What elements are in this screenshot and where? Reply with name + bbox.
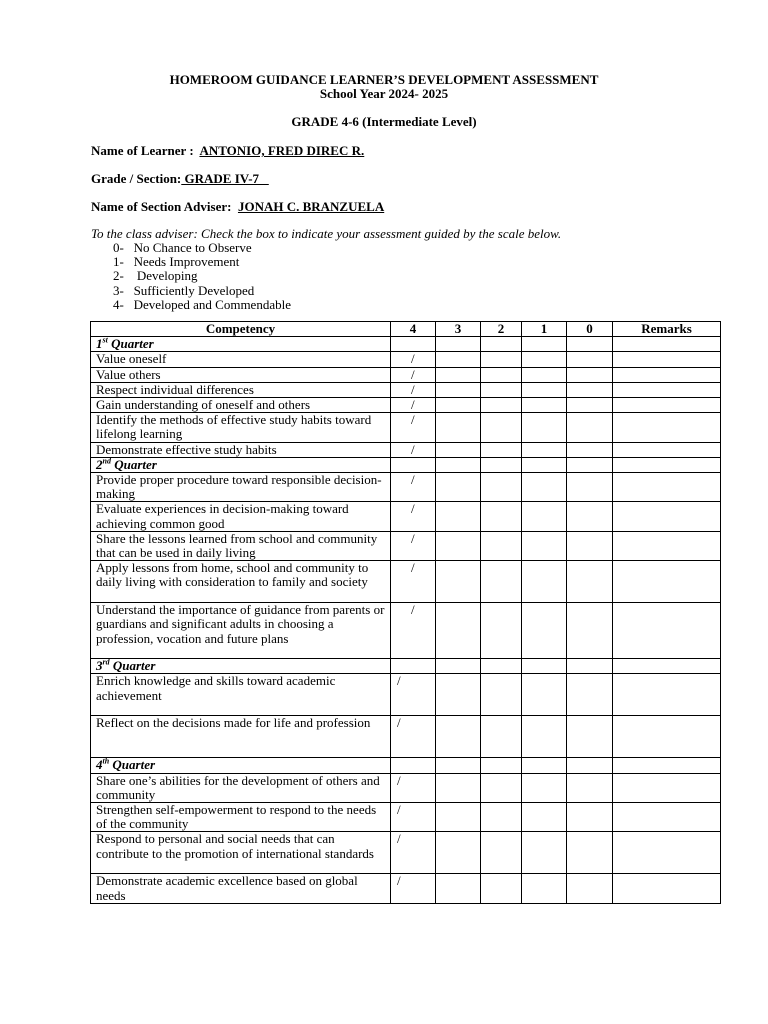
rating-4-cell[interactable]: / [391,382,436,397]
competency-cell: Reflect on the decisions made for life and profession [91,716,391,758]
table-row [91,803,721,832]
rating-2-cell[interactable] [481,773,522,802]
learner-name-label: Name of Learner : [91,143,194,158]
rating-2-cell[interactable] [481,603,522,659]
rating-4-cell[interactable]: / [391,531,436,560]
header-0: 0 [567,322,613,337]
rating-4-cell[interactable]: / [391,803,436,832]
header-3: 3 [436,322,481,337]
rating-0-cell[interactable] [567,367,613,382]
rating-2-cell[interactable] [481,561,522,603]
table-row [91,531,721,560]
table-header-row [91,322,721,337]
rating-3-cell[interactable] [436,716,481,758]
rating-1-cell[interactable] [522,716,567,758]
school-year: School Year 2024- 2025 [319,86,449,101]
rating-1-cell[interactable] [522,367,567,382]
title-line-1: HOMEROOM GUIDANCE LEARNER’S DEVELOPMENT ASSESSMENT [169,72,599,87]
rating-2-cell[interactable] [481,473,522,502]
adviser-value: JONAH C. BRANZUELA [237,199,385,214]
rating-3-cell[interactable] [436,398,481,413]
header-competency: Competency [91,322,391,337]
competency-cell: Share the lessons learned from school and community that can be used in daily living [91,531,391,560]
rating-1-cell[interactable] [522,442,567,457]
rating-3-cell[interactable] [436,803,481,832]
scale-item: 1- Needs Improvement [113,254,240,270]
rating-2-cell[interactable] [481,382,522,397]
quarter-row [91,758,721,773]
rating-0-cell[interactable] [567,716,613,758]
table-row [91,398,721,413]
table-row [91,502,721,531]
quarter-row [91,337,721,352]
rating-1-cell[interactable] [522,413,567,442]
competency-cell: Respond to personal and social needs that can contribute to the promotion of international standards [91,832,391,874]
rating-4-cell[interactable]: / [391,832,436,874]
document-title [0,73,768,101]
rating-3-cell[interactable] [436,832,481,874]
remarks-cell[interactable] [613,832,721,874]
rating-1-cell[interactable] [522,874,567,903]
grade-section-line [91,172,269,186]
rating-2-cell[interactable] [481,832,522,874]
remarks-cell[interactable] [613,413,721,442]
rating-4-cell[interactable]: / [391,561,436,603]
competency-cell: Strengthen self-empowerment to respond to the needs of the community [91,803,391,832]
rating-0-cell[interactable] [567,803,613,832]
header-2: 2 [481,322,522,337]
rating-0-cell[interactable] [567,531,613,560]
rating-2-cell[interactable] [481,502,522,531]
rating-4-cell[interactable]: / [391,442,436,457]
competency-cell: Enrich knowledge and skills toward academic achievement [91,674,391,716]
rating-1-cell[interactable] [522,561,567,603]
rating-4-cell[interactable]: / [391,352,436,367]
table-row [91,367,721,382]
rating-4-cell[interactable]: / [391,502,436,531]
scale-item: 2- Developing [113,268,198,284]
competency-cell: Identify the methods of effective study habits toward lifelong learning [91,413,391,442]
rating-3-cell[interactable] [436,502,481,531]
quarter-label: 1st Quarter [91,337,391,352]
rating-2-cell[interactable] [481,531,522,560]
rating-2-cell[interactable] [481,398,522,413]
grade-section-value: GRADE IV-7 [181,171,269,186]
table-row [91,874,721,903]
learner-name-value: ANTONIO, FRED DIREC R. [199,143,365,158]
remarks-cell[interactable] [613,502,721,531]
remarks-cell[interactable] [613,603,721,659]
header-1: 1 [522,322,567,337]
grade-level-heading: GRADE 4-6 (Intermediate Level) [291,114,477,129]
rating-1-cell[interactable] [522,531,567,560]
scale-item: 0- No Chance to Observe [113,240,252,255]
table-row [91,413,721,442]
rating-2-cell[interactable] [481,352,522,367]
rating-0-cell[interactable] [567,832,613,874]
adviser-line [91,200,384,214]
remarks-cell[interactable] [613,367,721,382]
competency-cell: Demonstrate academic excellence based on global needs [91,874,391,903]
rating-1-cell[interactable] [522,398,567,413]
remarks-cell[interactable] [613,442,721,457]
remarks-cell[interactable] [613,773,721,802]
rating-3-cell[interactable] [436,674,481,716]
remarks-cell[interactable] [613,561,721,603]
remarks-cell[interactable] [613,352,721,367]
remarks-cell[interactable] [613,803,721,832]
rating-0-cell[interactable] [567,352,613,367]
remarks-cell[interactable] [613,473,721,502]
competency-cell: Value others [91,367,391,382]
competency-cell: Share one’s abilities for the development of others and community [91,773,391,802]
quarter-row [91,659,721,674]
table-row [91,473,721,502]
remarks-cell[interactable] [613,716,721,758]
remarks-cell[interactable] [613,398,721,413]
quarter-row [91,457,721,472]
header-4: 4 [391,322,436,337]
competency-cell: Understand the importance of guidance from parents or guardians and significant adults in choosing a profession, vocation and future plans [91,603,391,659]
quarter-label: 2nd Quarter [91,457,391,472]
competency-cell: Apply lessons from home, school and community to daily living with consideration to family and society [91,561,391,603]
rating-2-cell[interactable] [481,874,522,903]
learner-name-line [91,144,364,158]
remarks-cell[interactable] [613,674,721,716]
rating-3-cell[interactable] [436,382,481,397]
rating-0-cell[interactable] [567,561,613,603]
competency-cell: Provide proper procedure toward responsible decision-making [91,473,391,502]
rating-3-cell[interactable] [436,442,481,457]
remarks-cell[interactable] [613,874,721,903]
rating-4-cell[interactable]: / [391,367,436,382]
remarks-cell[interactable] [613,382,721,397]
rating-3-cell[interactable] [436,531,481,560]
rating-4-cell[interactable]: / [391,398,436,413]
rating-2-cell[interactable] [481,367,522,382]
rating-4-cell[interactable]: / [391,413,436,442]
rating-1-cell[interactable] [522,473,567,502]
rating-0-cell[interactable] [567,874,613,903]
rating-0-cell[interactable] [567,413,613,442]
rating-0-cell[interactable] [567,473,613,502]
rating-1-cell[interactable] [522,352,567,367]
competency-table [90,321,721,904]
rating-0-cell[interactable] [567,502,613,531]
table-row [91,773,721,802]
rating-3-cell[interactable] [436,413,481,442]
header-remarks: Remarks [613,322,721,337]
rating-3-cell[interactable] [436,603,481,659]
rating-3-cell[interactable] [436,773,481,802]
rating-0-cell[interactable] [567,398,613,413]
rating-3-cell[interactable] [436,874,481,903]
rating-3-cell[interactable] [436,473,481,502]
rating-2-cell[interactable] [481,716,522,758]
remarks-cell[interactable] [613,531,721,560]
table-row [91,603,721,659]
rating-1-cell[interactable] [522,773,567,802]
rating-0-cell[interactable] [567,674,613,716]
rating-4-cell[interactable]: / [391,773,436,802]
rating-3-cell[interactable] [436,561,481,603]
table-row [91,716,721,758]
competency-cell: Respect individual differences [91,382,391,397]
quarter-label: 4th Quarter [91,758,391,773]
rating-4-cell[interactable]: / [391,473,436,502]
rating-3-cell[interactable] [436,367,481,382]
table-row [91,382,721,397]
instructions: To the class adviser: Check the box to indicate your assessment guided by the scale below. [91,226,562,241]
rating-2-cell[interactable] [481,803,522,832]
rating-3-cell[interactable] [436,352,481,367]
table-row [91,832,721,874]
rating-0-cell[interactable] [567,603,613,659]
rating-0-cell[interactable] [567,442,613,457]
rating-1-cell[interactable] [522,382,567,397]
competency-cell: Demonstrate effective study habits [91,442,391,457]
competency-cell: Gain understanding of oneself and others [91,398,391,413]
adviser-label: Name of Section Adviser: [91,199,232,214]
table-row [91,561,721,603]
competency-cell: Evaluate experiences in decision-making toward achieving common good [91,502,391,531]
grade-section-label: Grade / Section: [91,171,182,186]
rating-1-cell[interactable] [522,502,567,531]
rating-2-cell[interactable] [481,674,522,716]
rating-1-cell[interactable] [522,832,567,874]
rating-1-cell[interactable] [522,803,567,832]
rating-4-cell[interactable]: / [391,603,436,659]
rating-1-cell[interactable] [522,603,567,659]
table-row [91,442,721,457]
rating-scale [113,241,291,312]
rating-0-cell[interactable] [567,773,613,802]
scale-item: 3- Sufficiently Developed [113,282,255,298]
rating-4-cell[interactable]: / [391,874,436,903]
rating-2-cell[interactable] [481,413,522,442]
competency-cell: Value oneself [91,352,391,367]
rating-0-cell[interactable] [567,382,613,397]
rating-4-cell[interactable]: / [391,716,436,758]
table-row [91,352,721,367]
rating-2-cell[interactable] [481,442,522,457]
rating-1-cell[interactable] [522,674,567,716]
table-row [91,674,721,716]
rating-4-cell[interactable]: / [391,674,436,716]
scale-item: 4- Developed and Commendable [113,296,291,312]
quarter-label: 3rd Quarter [91,659,391,674]
